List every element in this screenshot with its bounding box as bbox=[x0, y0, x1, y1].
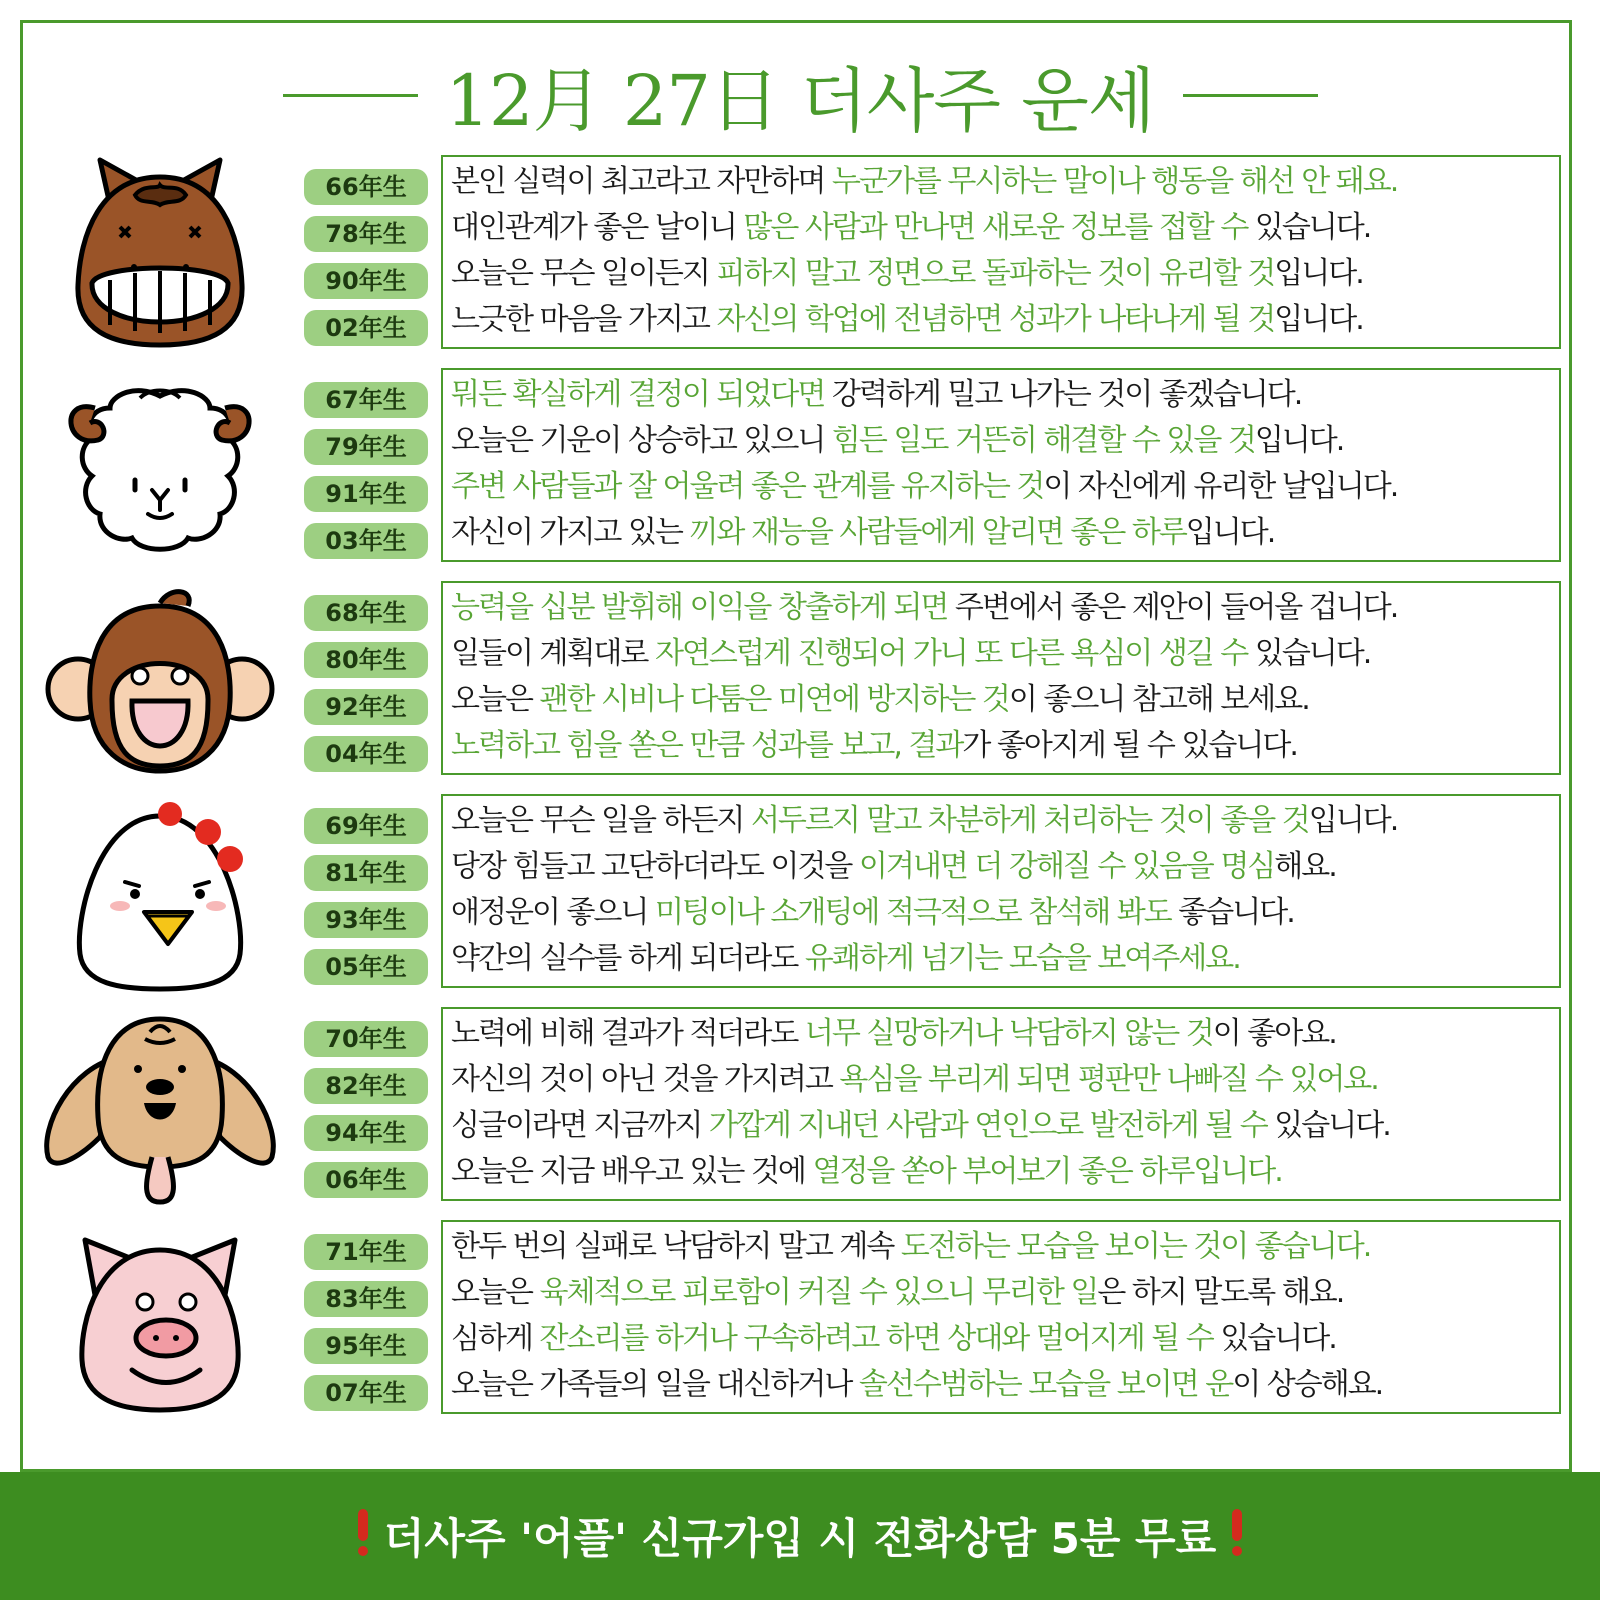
dog-face-icon bbox=[40, 1007, 280, 1207]
fortune-text: 오늘은 무슨 일을 하든지 bbox=[451, 803, 751, 838]
fortune-highlight: 욕심을 부리게 되면 평판만 나빠질 수 있어요. bbox=[839, 1062, 1378, 1097]
fortune-text: 오늘은 기운이 상승하고 있으니 bbox=[451, 423, 832, 458]
fortune-text: 주변에서 좋은 제안이 들어올 겁니다. bbox=[947, 590, 1398, 625]
pig-face-icon bbox=[40, 1220, 280, 1420]
horse-face-icon bbox=[40, 155, 280, 355]
title-left-rule bbox=[283, 94, 418, 97]
fortune-highlight: 도전하는 모습을 보이는 것이 좋습니다. bbox=[900, 1229, 1371, 1264]
fortune-text: 오늘은 지금 배우고 있는 것에 bbox=[451, 1154, 813, 1189]
fortune-text: 애정운이 좋으니 bbox=[451, 895, 655, 930]
fortune-line bbox=[451, 251, 1553, 297]
monkey-face-icon bbox=[40, 581, 280, 781]
fortune-highlight: 자신의 학업에 전념하면 성과가 나타나게 될 것 bbox=[716, 302, 1275, 337]
year-badge: 04年生 bbox=[304, 736, 428, 772]
fortune-text: 자신의 것이 아닌 것을 가지려고 bbox=[451, 1062, 840, 1097]
fortune-text: 해요. bbox=[1274, 849, 1336, 884]
promo-banner[interactable] bbox=[0, 1472, 1600, 1600]
promo-text: 더사주 '어플' 신규가입 시 전화상담 5분 무료 bbox=[383, 1514, 1217, 1563]
fortune-group-dog bbox=[0, 1007, 1600, 1207]
fortune-line bbox=[451, 585, 1553, 631]
year-badge: 02年生 bbox=[304, 310, 428, 346]
year-badge: 67年生 bbox=[304, 382, 428, 418]
fortune-line bbox=[451, 936, 1553, 982]
fortune-highlight: 육체적으로 피로함이 커질 수 있으니 무리한 일 bbox=[539, 1275, 1098, 1310]
fortune-text: 당장 힘들고 고단하더라도 이것을 bbox=[451, 849, 859, 884]
fortune-text: 일들이 계획대로 bbox=[451, 636, 655, 671]
exclamation-icon bbox=[1230, 1507, 1244, 1557]
fortune-line bbox=[451, 890, 1553, 936]
fortune-text: 이 자신에게 유리한 날입니다. bbox=[1043, 469, 1398, 504]
year-badge: 05年生 bbox=[304, 949, 428, 985]
year-badge: 78年生 bbox=[304, 216, 428, 252]
fortune-text: 이 상승해요. bbox=[1232, 1367, 1383, 1402]
fortune-text: 대인관계가 좋은 날이니 bbox=[451, 210, 744, 245]
fortune-box bbox=[441, 1007, 1561, 1201]
year-badge: 82年生 bbox=[304, 1068, 428, 1104]
fortune-line bbox=[451, 798, 1553, 844]
title-row bbox=[0, 40, 1600, 150]
fortune-group-pig bbox=[0, 1220, 1600, 1420]
fortune-line bbox=[451, 297, 1553, 343]
fortune-group-horse bbox=[0, 155, 1600, 355]
fortune-line bbox=[451, 1270, 1553, 1316]
fortune-text: 입니다. bbox=[1254, 423, 1344, 458]
fortune-line bbox=[451, 1362, 1553, 1408]
fortune-text: 가 좋아지게 될 수 있습니다. bbox=[962, 728, 1297, 763]
fortune-text: 입니다. bbox=[1308, 803, 1398, 838]
year-badge: 90年生 bbox=[304, 263, 428, 299]
fortune-highlight: 유쾌하게 넘기는 모습을 보여주세요. bbox=[804, 941, 1240, 976]
sheep-face-icon bbox=[40, 368, 280, 568]
fortune-text: 노력에 비해 결과가 적더라도 bbox=[451, 1016, 805, 1051]
fortune-highlight: 서두르지 말고 차분하게 처리하는 것이 좋을 것 bbox=[750, 803, 1309, 838]
fortune-line bbox=[451, 510, 1553, 556]
fortune-highlight: 힘든 일도 거뜬히 해결할 수 있을 것 bbox=[831, 423, 1255, 458]
fortune-text: 자신이 가지고 있는 bbox=[451, 515, 690, 550]
fortune-highlight: 미팅이나 소개팅에 적극적으로 참석해 봐도 bbox=[654, 895, 1171, 930]
fortune-highlight: 자연스럽게 진행되어 가니 또 다른 욕심이 생길 수 bbox=[654, 636, 1248, 671]
year-badge: 03年生 bbox=[304, 523, 428, 559]
fortune-line bbox=[451, 844, 1553, 890]
year-badge: 06年生 bbox=[304, 1162, 428, 1198]
fortune-group-sheep bbox=[0, 368, 1600, 568]
year-badge: 66年生 bbox=[304, 169, 428, 205]
fortune-text: 이 좋아요. bbox=[1212, 1016, 1336, 1051]
fortune-text: 오늘은 bbox=[451, 682, 540, 717]
fortune-text: 입니다. bbox=[1185, 515, 1275, 550]
year-badge: 79年生 bbox=[304, 429, 428, 465]
year-badge: 07年生 bbox=[304, 1375, 428, 1411]
fortune-highlight: 누군가를 무시하는 말이나 행동을 해선 안 돼요. bbox=[831, 164, 1398, 199]
fortune-box bbox=[441, 155, 1561, 349]
year-badge: 92年生 bbox=[304, 689, 428, 725]
fortune-line bbox=[451, 1057, 1553, 1103]
fortune-text: 은 하지 말도록 해요. bbox=[1097, 1275, 1344, 1310]
fortune-group-chicken bbox=[0, 794, 1600, 994]
fortune-line bbox=[451, 631, 1553, 677]
fortune-text: 있습니다. bbox=[1266, 1108, 1390, 1143]
fortune-box bbox=[441, 794, 1561, 988]
fortune-text: 한두 번의 실패로 낙담하지 말고 계속 bbox=[451, 1229, 901, 1264]
year-badge: 71年生 bbox=[304, 1234, 428, 1270]
fortune-line bbox=[451, 1316, 1553, 1362]
fortune-line bbox=[451, 677, 1553, 723]
year-badge: 81年生 bbox=[304, 855, 428, 891]
fortune-highlight: 너무 실망하거나 낙담하지 않는 것 bbox=[804, 1016, 1213, 1051]
fortune-highlight: 뭐든 확실하게 결정이 되었다면 bbox=[451, 377, 825, 412]
year-badge: 94年生 bbox=[304, 1115, 428, 1151]
fortune-line bbox=[451, 464, 1553, 510]
exclamation-icon bbox=[356, 1507, 370, 1557]
fortune-highlight: 이겨내면 더 강해질 수 있음을 명심 bbox=[858, 849, 1275, 884]
fortune-line bbox=[451, 205, 1553, 251]
fortune-box bbox=[441, 368, 1561, 562]
year-badge: 68年生 bbox=[304, 595, 428, 631]
fortune-line bbox=[451, 723, 1553, 769]
year-badge: 70年生 bbox=[304, 1021, 428, 1057]
fortune-box bbox=[441, 1220, 1561, 1414]
year-badge: 91年生 bbox=[304, 476, 428, 512]
fortune-group-monkey bbox=[0, 581, 1600, 781]
fortune-text: 이 좋으니 참고해 보세요. bbox=[1008, 682, 1309, 717]
title-right-rule bbox=[1183, 94, 1318, 97]
fortune-text: 오늘은 가족들의 일을 대신하거나 bbox=[451, 1367, 859, 1402]
fortune-text: 싱글이라면 지금까지 bbox=[451, 1108, 709, 1143]
fortune-text: 본인 실력이 최고라고 자만하며 bbox=[451, 164, 832, 199]
fortune-text: 강력하게 밀고 나가는 것이 좋겠습니다. bbox=[824, 377, 1302, 412]
chicken-face-icon bbox=[40, 794, 280, 994]
fortune-text: 있습니다. bbox=[1247, 636, 1371, 671]
fortune-line bbox=[451, 1224, 1553, 1270]
fortune-text: 좋습니다. bbox=[1170, 895, 1294, 930]
fortune-text: 있습니다. bbox=[1212, 1321, 1336, 1356]
fortune-highlight: 괜한 시비나 다툼은 미연에 방지하는 것 bbox=[539, 682, 1009, 717]
fortune-highlight: 능력을 십분 발휘해 이익을 창출하게 되면 bbox=[451, 590, 948, 625]
year-badge: 83年生 bbox=[304, 1281, 428, 1317]
fortune-highlight: 열정을 쏟아 부어보기 좋은 하루입니다. bbox=[812, 1154, 1282, 1189]
fortune-highlight: 피하지 말고 정면으로 돌파하는 것이 유리할 것 bbox=[716, 256, 1275, 291]
year-badge: 69年生 bbox=[304, 808, 428, 844]
fortune-line bbox=[451, 1149, 1553, 1195]
page-title: 12月 27日 더사주 운세 bbox=[445, 59, 1155, 142]
fortune-text: 있습니다. bbox=[1247, 210, 1371, 245]
fortune-highlight: 가깝게 지내던 사람과 연인으로 발전하게 될 수 bbox=[708, 1108, 1267, 1143]
fortune-highlight: 노력하고 힘을 쏟은 만큼 성과를 보고, 결과 bbox=[451, 728, 963, 763]
fortune-text: 심하게 bbox=[451, 1321, 540, 1356]
fortune-text: 약간의 실수를 하게 되더라도 bbox=[451, 941, 805, 976]
fortune-highlight: 잔소리를 하거나 구속하려고 하면 상대와 멀어지게 될 수 bbox=[539, 1321, 1213, 1356]
year-badge: 93年生 bbox=[304, 902, 428, 938]
fortune-line bbox=[451, 372, 1553, 418]
fortune-highlight: 끼와 재능을 사람들에게 알리면 좋은 하루 bbox=[689, 515, 1186, 550]
fortune-highlight: 많은 사람과 만나면 새로운 정보를 접할 수 bbox=[743, 210, 1248, 245]
year-badge: 95年生 bbox=[304, 1328, 428, 1364]
fortune-line bbox=[451, 1011, 1553, 1057]
fortune-text: 오늘은 bbox=[451, 1275, 540, 1310]
year-badge: 80年生 bbox=[304, 642, 428, 678]
fortune-line bbox=[451, 159, 1553, 205]
fortune-text: 입니다. bbox=[1274, 302, 1363, 337]
fortune-line bbox=[451, 1103, 1553, 1149]
fortune-text: 입니다. bbox=[1274, 256, 1363, 291]
fortune-highlight: 솔선수범하는 모습을 보이면 운 bbox=[858, 1367, 1233, 1402]
fortune-line bbox=[451, 418, 1553, 464]
fortune-highlight: 주변 사람들과 잘 어울려 좋은 관계를 유지하는 것 bbox=[451, 469, 1044, 504]
fortune-box bbox=[441, 581, 1561, 775]
fortune-text: 느긋한 마음을 가지고 bbox=[451, 302, 717, 337]
fortune-text: 오늘은 무슨 일이든지 bbox=[451, 256, 717, 291]
